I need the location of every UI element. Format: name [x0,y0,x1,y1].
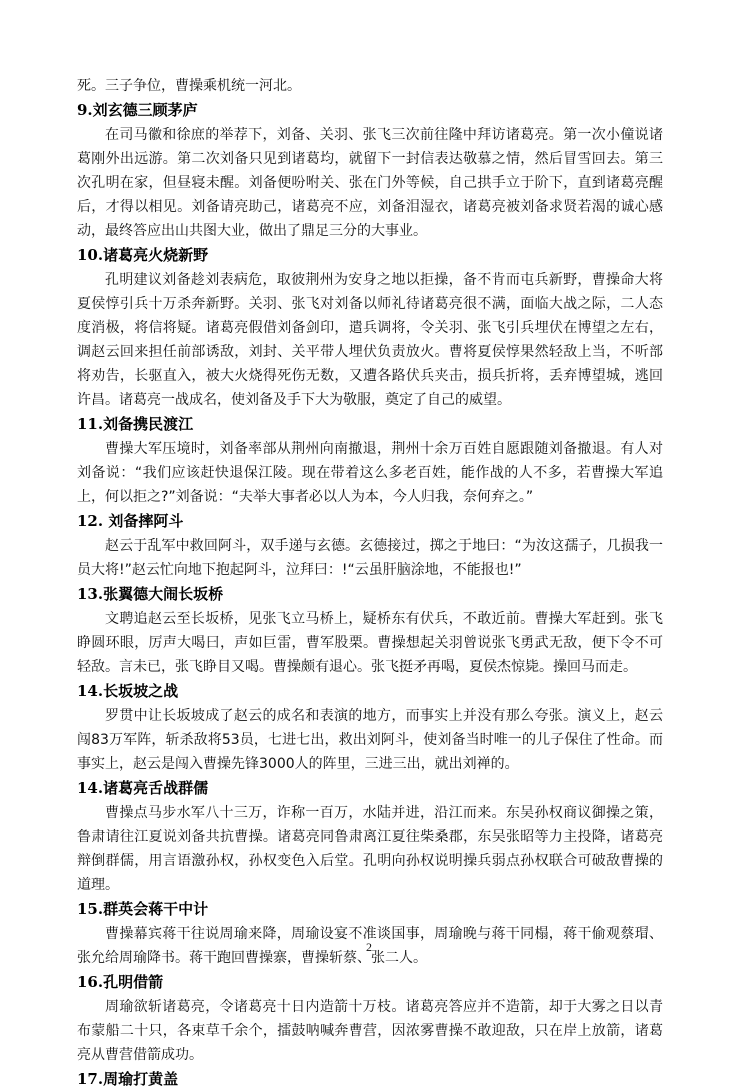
section-body: 曹操幕宾蒋干往说周瑜来降，周瑜设宴不准谈国事，周瑜晚与蒋干同榻，蒋干偷观蔡瑁、张允给周瑜降书。蒋干跑回曹操寨，曹操斩蔡、张二人。 [77,926,663,966]
section-heading: 10.诸葛亮火烧新野 [77,246,209,264]
section-body: 罗贯中让长坂坡成了赵云的成名和表演的地方，而事实上并没有那么夸张。演义上，赵云闯83万军阵，斩杀敌将53员，七进七出，救出刘阿斗，使刘备当时唯一的儿子保住了性命。而事实上，赵云是闯入曹操先锋3000人的阵里，三进三出，就出刘禅的。 [77,708,663,772]
section-heading: 12. 刘备摔阿斗 [77,512,184,530]
section-heading: 15.群英会蒋干中计 [77,900,209,918]
section-heading: 9.刘玄德三顾茅庐 [77,101,198,119]
section-body: 周瑜欲斩诸葛亮，令诸葛亮十日内造箭十万枝。诸葛亮答应并不造箭，却于大雾之日以青布蒙船二十只，各束草千余个，擂鼓呐喊奔曹营，因浓雾曹操不敢迎敌，只在岸上放箭，诸葛亮从曹营借箭成功。 [77,999,663,1063]
section-body: 曹操点马步水军八十三万，诈称一百万，水陆并进，沿江而来。东吴孙权商议御操之策，鲁肃请往江夏说刘备共抗曹操。诸葛亮同鲁肃离江夏往柴桑郡，东吴张昭等力主投降，诸葛亮辩倒群儒，用言语激孙权，孙权变色入后堂。孔明向孙权说明操兵弱点孙权联合可破敌曹操的道理。 [77,805,663,893]
section-body: 赵云于乱军中救回阿斗，双手递与玄德。玄德接过，掷之于地曰：“为汝这孺子，几损我一员大将!”赵云忙向地下抱起阿斗，泣拜曰：!“云虽肝脑涂地，不能报也!” [77,538,663,578]
section-body: 孔明建议刘备趁刘表病危，取彼荆州为安身之地以拒操，备不肯而屯兵新野，曹操命大将夏侯惇引兵十万杀奔新野。关羽、张飞对刘备以师礼待诸葛亮很不满，面临大战之际，二人态度消极，将信将疑。诸葛亮假借刘备剑印，遣兵调将，令关羽、张飞引兵埋伏在博望之左右，调赵云回来担任前部诱敌，刘封、关平带人埋伏负责放火。曹将夏侯惇果然轻敌上当，不听部将劝告，长驱直入，被大火烧得死伤无数，又遭各路伏兵夹击，损兵折将，丢弃博望城，逃回许昌。诸葛亮一战成名，使刘备及手下大为敬服，奠定了自己的威望。 [77,272,663,408]
section-body: 曹操大军压境时，刘备率部从荆州向南撤退，荆州十余万百姓自愿跟随刘备撤退。有人对刘备说：“我们应该赶快退保江陵。现在带着这么多老百姓，能作战的人不多，若曹操大军追上，何以拒之?”刘备说：“夫举大事者必以人为本，今人归我，奈何弃之。” [77,441,663,505]
section-heading: 11.刘备携民渡江 [77,415,194,433]
section-body: 文聘追赵云至长坂桥，见张飞立马桥上，疑桥东有伏兵，不敢近前。曹操大军赶到。张飞睁圆环眼，厉声大喝曰，声如巨雷，曹军股栗。曹操想起关羽曾说张飞勇武无敌，便下令不可轻敌。言未已，张飞睁目又喝。曹操颇有退心。张飞挺矛再喝，夏侯杰惊毙。操回马而走。 [77,611,663,675]
section-heading: 13.张翼德大闹长坂桥 [77,585,224,603]
page-number: 2 [366,940,372,954]
section-body: 在司马徽和徐庶的举荐下，刘备、关羽、张飞三次前往隆中拜访诸葛亮。第一次小僮说诸葛刚外出远游。第二次刘备只见到诸葛均，就留下一封信表达敬慕之情，然后冒雪回去。第三次孔明在家，但昼寝未醒。刘备便吩咐关、张在门外等候，自己拱手立于阶下，直到诸葛亮醒后，才得以相见。刘备请亮助己，诸葛亮不应，刘备泪湿衣，诸葛亮被刘备求贤若渴的诚心感动，最终答应出山共图大业，做出了鼎足三分的大事业。 [77,127,663,239]
section-heading: 14.诸葛亮舌战群儒 [77,779,209,797]
section-heading: 16.孔明借箭 [77,973,164,991]
intro-fragment: 死。三子争位，曹操乘机统一河北。 [77,78,301,94]
section-heading: 17.周瑜打黄盖 [77,1070,179,1088]
section-heading: 14.长坂坡之战 [77,682,179,700]
